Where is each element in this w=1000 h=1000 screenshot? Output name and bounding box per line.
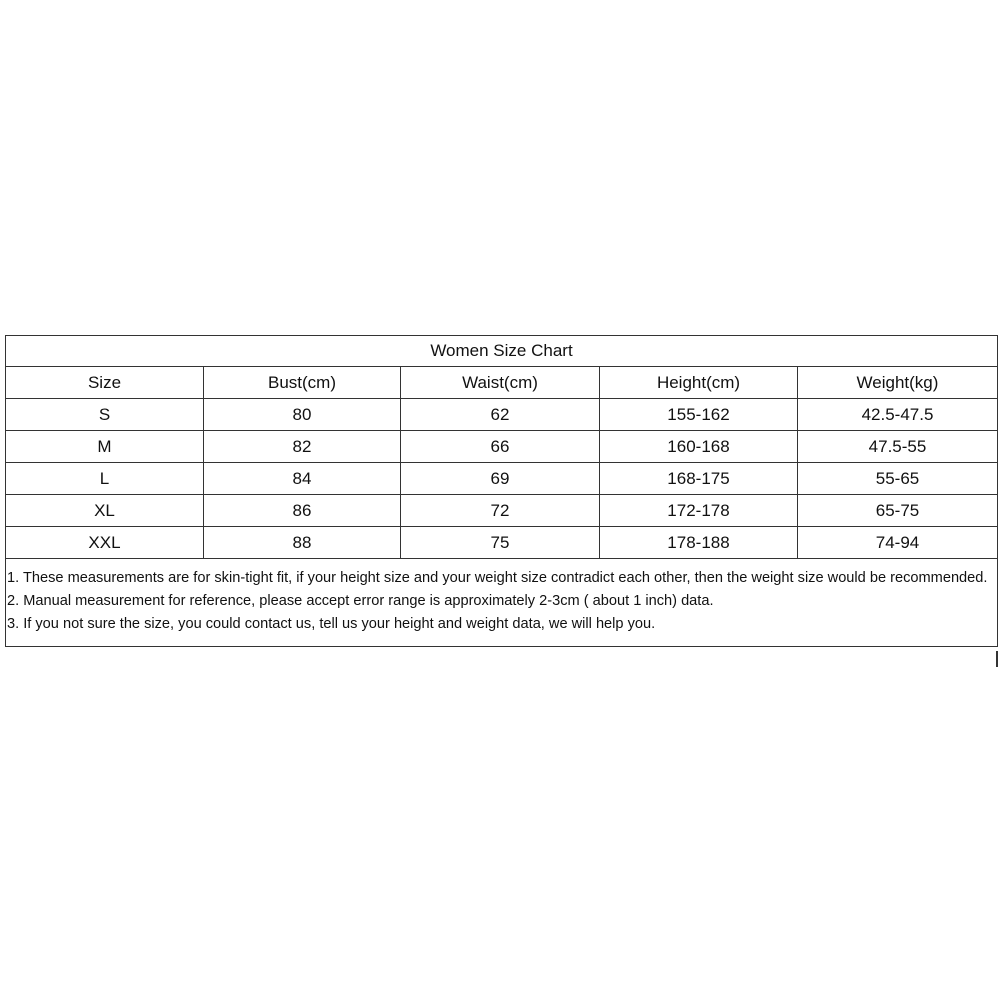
column-header-size: Size [6,367,204,399]
column-header-weight: Weight(kg) [798,367,998,399]
size-cell: XXL [6,527,204,559]
note-3: 3. If you not sure the size, you could contact us, tell us your height and weight data, we will help you. [7,616,656,632]
weight-cell: 42.5-47.5 [798,399,998,431]
column-header-waist: Waist(cm) [401,367,600,399]
title-row [6,336,998,367]
weight-cell: 55-65 [798,463,998,495]
size-cell: XL [6,495,204,527]
waist-cell: 75 [401,527,600,559]
height-cell: 155-162 [600,399,798,431]
height-cell: 168-175 [600,463,798,495]
bust-cell: 86 [204,495,401,527]
column-header-height: Height(cm) [600,367,798,399]
border-edge-mark [996,651,998,667]
size-cell: L [6,463,204,495]
height-cell: 172-178 [600,495,798,527]
header-row [6,367,998,399]
notes-cell [6,559,998,647]
table-row [6,527,998,559]
height-cell: 160-168 [600,431,798,463]
size-cell: M [6,431,204,463]
table-row [6,399,998,431]
note-1: 1. These measurements are for skin-tight fit, if your height size and your weight size contradict each other, then the weight size would be recommended. [7,570,988,586]
weight-cell: 65-75 [798,495,998,527]
weight-cell: 47.5-55 [798,431,998,463]
waist-cell: 66 [401,431,600,463]
bust-cell: 84 [204,463,401,495]
size-cell: S [6,399,204,431]
table-row [6,463,998,495]
size-chart-table [5,335,998,647]
waist-cell: 72 [401,495,600,527]
table-row [6,495,998,527]
chart-title: Women Size Chart [6,336,998,367]
bust-cell: 82 [204,431,401,463]
waist-cell: 62 [401,399,600,431]
notes-row [6,559,998,647]
table-row [6,431,998,463]
waist-cell: 69 [401,463,600,495]
weight-cell: 74-94 [798,527,998,559]
height-cell: 178-188 [600,527,798,559]
bust-cell: 80 [204,399,401,431]
column-header-bust: Bust(cm) [204,367,401,399]
bust-cell: 88 [204,527,401,559]
note-2: 2. Manual measurement for reference, please accept error range is approximately 2-3cm ( about 1 inch) data. [7,593,714,609]
